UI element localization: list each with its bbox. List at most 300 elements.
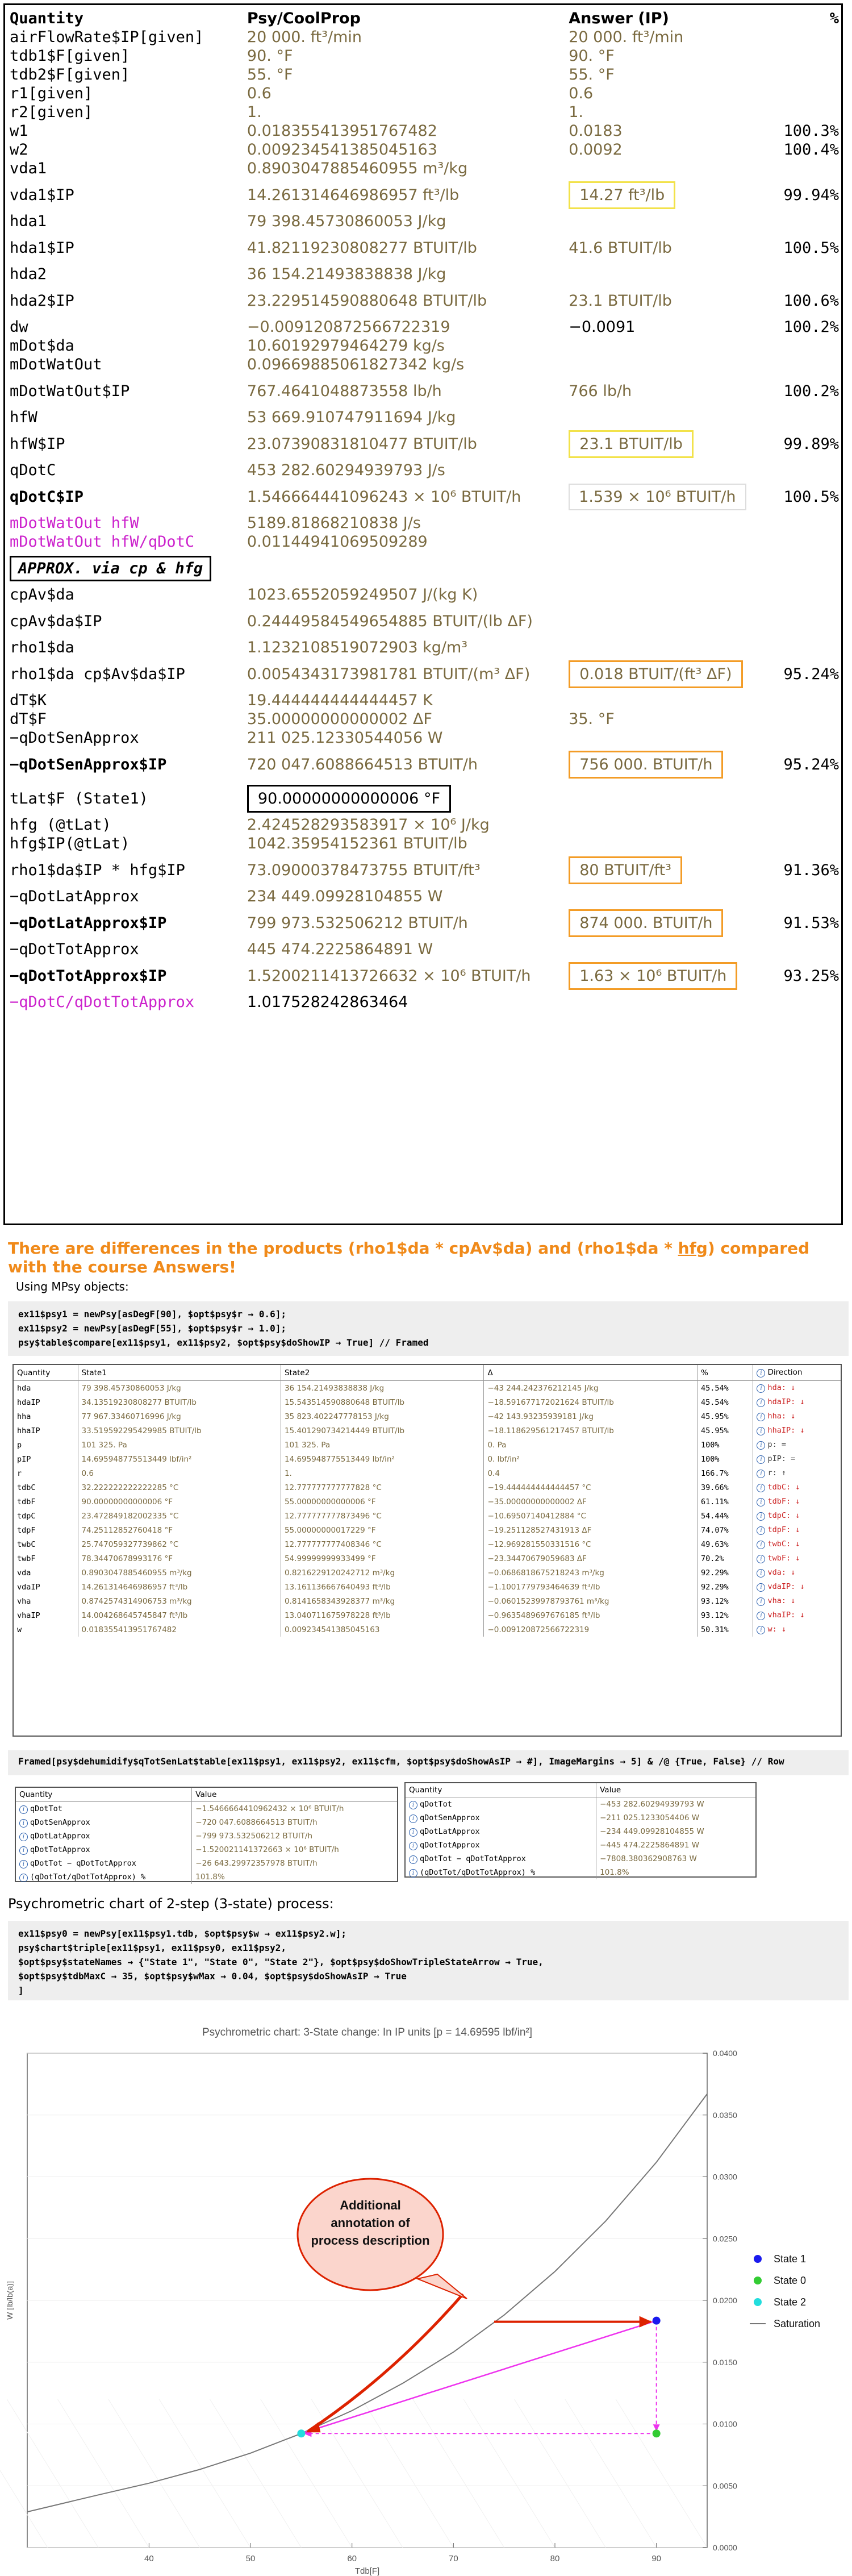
compare-value: w (17, 1625, 22, 1634)
compare-value: 166.7% (700, 1468, 729, 1478)
compare-value: 33.519592295429985 BTUIT/lb (81, 1426, 202, 1435)
quantity-cell: −qDotSenApprox (10, 729, 139, 747)
results-row (10, 781, 839, 815)
state-point-state-0 (653, 2429, 661, 2437)
small-header-row (16, 1788, 397, 1802)
saturation-curve (27, 2094, 707, 2512)
compare-cell (14, 1566, 78, 1580)
info-icon[interactable]: i (19, 1819, 28, 1828)
compare-value: −0.06015239978793761 m³/kg (487, 1596, 609, 1606)
compare-value: −10.69507140412884 °C (487, 1511, 586, 1521)
info-icon[interactable]: i (409, 1855, 417, 1864)
compare-row (14, 1466, 841, 1480)
psy-value-cell (247, 480, 569, 514)
compare-cell (78, 1566, 281, 1580)
answer-cell (569, 959, 783, 993)
percent-cell (783, 940, 839, 959)
compare-value: −19.251128527431913 ΔF (487, 1525, 592, 1535)
psy-value-cell (247, 691, 569, 710)
code-cell-chart[interactable] (8, 1921, 849, 2000)
psy-value: 2.424528293583917 × 10⁶ J/kg (247, 816, 490, 834)
code-line: psy$chart$triple[ex11$psy1, ex11$psy0, ex11$psy2, (18, 1942, 287, 1953)
answer-cell (569, 747, 783, 781)
percent-cell (783, 887, 839, 906)
compare-row (14, 1409, 841, 1424)
psy-value: 0.01144941069509289 (247, 533, 428, 551)
results-row (10, 514, 839, 532)
results-row (10, 585, 839, 604)
info-icon[interactable]: i (757, 1583, 765, 1592)
direction-value: twbC: ↓ (767, 1539, 800, 1549)
compare-value: p (17, 1440, 22, 1450)
quantity-cell: cpAv$da$IP (10, 612, 102, 630)
code-cell-compare[interactable] (8, 1301, 849, 1356)
quantity-cell: hfW (10, 409, 37, 426)
quantity-cell: rho1$da$IP * hfg$IP (10, 861, 185, 879)
psy-value: 1.546664441096243 × 10⁶ BTUIT/h (247, 488, 521, 506)
compare-header-label: Quantity (17, 1368, 51, 1378)
psy-value: 0.09669885061827342 kg/s (247, 356, 465, 373)
answer-cell (569, 853, 783, 887)
quantity-cell: hfg (@tLat) (10, 816, 111, 834)
compare-value: hha (17, 1412, 31, 1421)
compare-value: 45.54% (700, 1383, 729, 1393)
psy-value-cell (247, 336, 569, 355)
compare-row (14, 1424, 841, 1438)
compare-cell (281, 1608, 483, 1622)
small-row (16, 1802, 397, 1816)
compare-cell (697, 1594, 753, 1608)
info-icon[interactable]: i (757, 1470, 765, 1478)
info-icon[interactable]: i (19, 1846, 28, 1855)
quantity-cell: hda2$IP (10, 292, 74, 310)
info-icon[interactable]: i (757, 1455, 765, 1464)
answer-value: 874 000. BTUIT/h (569, 909, 723, 937)
psy-value-cell (247, 959, 569, 993)
compare-value: −35.00000000000002 ΔF (487, 1497, 587, 1507)
small-value: 101.8% (192, 1870, 397, 1884)
answer-cell (569, 47, 783, 65)
info-icon[interactable]: i (757, 1512, 765, 1521)
answer-value: 0.018 BTUIT/(ft³ ΔF) (569, 660, 742, 688)
answer-value: 20 000. ft³/min (569, 28, 684, 46)
psy-value-cell (247, 374, 569, 408)
compare-cell (281, 1495, 483, 1509)
psy-value: 0.0054343173981781 BTUIT/(m³ ΔF) (247, 665, 531, 683)
answer-cell (569, 355, 783, 374)
quantity-cell: −qDotSenApprox$IP (10, 755, 167, 773)
info-icon[interactable]: i (757, 1484, 765, 1492)
direction-value: w: ↓ (767, 1625, 786, 1634)
compare-value: 100% (700, 1454, 720, 1464)
small-quantity-cell (406, 1797, 596, 1812)
enthalpy-line (413, 2399, 504, 2548)
compare-cell (484, 1566, 698, 1580)
compare-cell (281, 1566, 483, 1580)
compare-header-cell (753, 1365, 841, 1381)
results-row (10, 408, 839, 427)
answer-cell (569, 427, 783, 461)
info-icon[interactable]: i (409, 1801, 417, 1809)
small-header-cell: Quantity (406, 1783, 596, 1797)
compare-value: 93.12% (700, 1610, 729, 1620)
compare-cell (484, 1409, 698, 1424)
small-header-cell: Value (596, 1783, 755, 1797)
quantity-cell: r2[given] (10, 103, 93, 121)
direction-value: vdaIP: ↓ (767, 1582, 805, 1591)
info-icon[interactable]: i (409, 1842, 417, 1850)
small-row (16, 1829, 397, 1843)
compare-value: vda (17, 1568, 31, 1578)
answer-cell (569, 103, 783, 122)
legend-label: State 2 (774, 2296, 807, 2308)
compare-cell (484, 1622, 698, 1637)
results-row (10, 729, 839, 747)
info-icon[interactable]: i (19, 1805, 28, 1814)
small-value: −211 025.1233054406 W (596, 1811, 755, 1825)
results-row (10, 940, 839, 959)
psy-value: 1.1232108519072903 kg/m³ (247, 639, 468, 656)
answer-value: 55. °F (569, 66, 615, 84)
quantity-cell: qDotC (10, 461, 56, 479)
results-row (10, 284, 839, 318)
compare-cell (697, 1381, 753, 1396)
enthalpy-line (311, 2399, 403, 2548)
compare-cell (78, 1594, 281, 1608)
psy-value-cell (247, 940, 569, 959)
psy-value: 453 282.60294939793 J/s (247, 461, 445, 479)
info-icon[interactable]: i (19, 1833, 28, 1841)
y-tick-label: 0.0150 (713, 2357, 737, 2367)
small-row (16, 1870, 397, 1884)
answer-value: 1. (569, 103, 583, 121)
compare-cell (753, 1452, 841, 1466)
results-row (10, 178, 839, 212)
psy-value-cell (247, 710, 569, 729)
compare-value: 39.66% (700, 1483, 729, 1492)
info-icon[interactable]: i (757, 1413, 765, 1421)
info-icon[interactable]: i (757, 1541, 765, 1549)
compare-cell (753, 1594, 841, 1608)
direction-value: vha: ↓ (767, 1596, 796, 1605)
compare-cell (281, 1622, 483, 1637)
psy-value-cell (247, 84, 569, 103)
compare-cell (14, 1523, 78, 1537)
compare-value: 14.261314646986957 ft³/lb (81, 1582, 188, 1592)
answer-value: 1.539 × 10⁶ BTUIT/h (569, 484, 746, 510)
compare-cell (484, 1551, 698, 1566)
direction-value: p: = (767, 1440, 786, 1449)
compare-value: 55.00000000017229 °F (284, 1525, 376, 1535)
compare-cell (14, 1551, 78, 1566)
info-icon[interactable]: i (409, 1815, 417, 1823)
compare-table (14, 1365, 841, 1637)
percent-cell (783, 729, 839, 747)
small-quantity-cell (406, 1811, 596, 1825)
info-icon[interactable]: i (757, 1441, 765, 1450)
percent-cell (783, 638, 839, 657)
results-row (10, 212, 839, 231)
compare-value: tdpC (17, 1511, 36, 1521)
compare-cell (753, 1438, 841, 1452)
small-quantity: qDotTotApprox (420, 1840, 480, 1850)
results-row (10, 815, 839, 834)
compare-value: 79 398.45730860053 J/kg (81, 1383, 181, 1393)
remark-hfg-link[interactable]: hfg (678, 1239, 708, 1258)
approx-section-cell (10, 551, 839, 585)
quantity-cell: dT$F (10, 710, 47, 728)
compare-cell (14, 1622, 78, 1637)
results-row (10, 834, 839, 853)
results-row (10, 906, 839, 940)
compare-cell (753, 1495, 841, 1509)
compare-value: −42 143.93235939181 J/kg (487, 1412, 594, 1421)
percent-cell: 95.24% (783, 665, 839, 683)
compare-cell (78, 1495, 281, 1509)
legend-swatch (754, 2277, 762, 2284)
compare-value: hhaIP (17, 1426, 40, 1435)
compare-value: −43 244.242376212145 J/kg (487, 1383, 599, 1393)
answer-value: 0.0092 (569, 141, 623, 159)
results-row (10, 47, 839, 65)
compare-cell (484, 1381, 698, 1396)
psy-value: 53 669.910747911694 J/kg (247, 409, 456, 426)
psy-value-cell (247, 514, 569, 532)
answer-cell (569, 122, 783, 140)
info-icon[interactable]: i (409, 1869, 417, 1878)
answer-cell (569, 604, 783, 638)
compare-value: 23.472849182002335 °C (81, 1511, 179, 1521)
small-quantity: qDotLatApprox (420, 1826, 480, 1836)
compare-header-label: State1 (81, 1368, 107, 1378)
y-tick-label: 0.0400 (713, 2049, 737, 2058)
direction-value: tdbF: ↓ (767, 1497, 800, 1506)
small-quantity: qDotTot − qDotTotApprox (30, 1858, 136, 1868)
psy-value: 35.00000000000002 ΔF (247, 710, 432, 728)
info-icon[interactable]: i (757, 1626, 765, 1634)
compare-cell (78, 1409, 281, 1424)
results-row (10, 65, 839, 84)
percent-cell (783, 710, 839, 729)
compare-value: −0.0686818675218243 m³/kg (487, 1568, 604, 1578)
answer-value: 41.6 BTUIT/lb (569, 239, 672, 257)
compare-cell (484, 1452, 698, 1466)
enthalpy-line (159, 2399, 250, 2548)
compare-header-cell (14, 1365, 78, 1381)
percent-cell (783, 993, 839, 1012)
answer-cell (569, 657, 783, 691)
compare-value: vhaIP (17, 1610, 40, 1620)
compare-value: 1. (284, 1468, 292, 1478)
info-icon[interactable]: i (757, 1569, 765, 1578)
psy-value: 211 025.12330544056 W (247, 729, 443, 747)
compare-row (14, 1523, 841, 1537)
psy-value-cell (247, 993, 569, 1012)
compare-value: 101 325. Pa (284, 1440, 331, 1450)
compare-value: 32.222222222222285 °C (81, 1483, 179, 1492)
compare-value: −12.969281550331516 °C (487, 1539, 591, 1549)
psy-value: 1.5200211413726632 × 10⁶ BTUIT/h (247, 967, 531, 985)
info-icon[interactable]: i (19, 1874, 28, 1882)
answer-cell (569, 940, 783, 959)
compare-value: 100% (700, 1440, 720, 1450)
compare-cell (281, 1381, 483, 1396)
info-icon[interactable]: i (757, 1384, 765, 1393)
chart-title: Psychrometric chart: 3-State change: In IP units [p = 14.69595 lbf/in²] (202, 2026, 533, 2038)
info-icon[interactable]: i (757, 1399, 765, 1407)
compare-value: 54.44% (700, 1511, 729, 1521)
quantity-cell: vda1$IP (10, 186, 74, 204)
answer-cell (569, 159, 783, 178)
compare-header-label: Δ (487, 1368, 493, 1378)
psy-value-cell (247, 122, 569, 140)
code-line: ] (18, 1985, 24, 1996)
small-quantity: qDotSenApprox (420, 1813, 480, 1822)
compare-value: −23.34470679059683 ΔF (487, 1554, 587, 1563)
quantity-cell: tdb2$F[given] (10, 66, 130, 84)
compare-row (14, 1381, 841, 1396)
enthalpy-line (515, 2399, 606, 2548)
compare-cell (697, 1409, 753, 1424)
compare-cell (78, 1537, 281, 1551)
info-icon[interactable]: i (757, 1597, 765, 1606)
small-row (16, 1816, 397, 1829)
direction-value: tdpC: ↓ (767, 1511, 800, 1520)
compare-cell (281, 1580, 483, 1594)
code-cell-dehumidify[interactable]: Framed[psy$dehumidify$qTotSenLat$table[ex11$psy1, ex11$psy2, ex11$cfm, $opt$psy$doShowAsIP → #], ImageMargins → 5] & /@ {True, False} // Row (8, 1750, 849, 1775)
compare-header-label: Direction (767, 1368, 803, 1377)
compare-row (14, 1608, 841, 1622)
answer-value: −0.0091 (569, 318, 636, 336)
compare-cell (484, 1594, 698, 1608)
enthalpy-line (210, 2399, 302, 2548)
answer-cell (569, 993, 783, 1012)
info-icon[interactable]: i (757, 1526, 765, 1535)
compare-value: 0.8903047885460955 m³/kg (81, 1568, 192, 1578)
psy-value-cell (247, 212, 569, 231)
answer-cell (569, 265, 783, 284)
compare-value: 0.6 (81, 1468, 94, 1478)
results-row (10, 604, 839, 638)
compare-cell (753, 1523, 841, 1537)
info-icon[interactable]: i (757, 1555, 765, 1563)
compare-cell (484, 1424, 698, 1438)
psy-value-cell (247, 461, 569, 480)
info-icon[interactable]: i (757, 1612, 765, 1620)
compare-cell (14, 1381, 78, 1396)
results-header-row (10, 9, 839, 28)
psy-value-cell (247, 604, 569, 638)
results-row (10, 355, 839, 374)
small-value: −1.5466664410962432 × 10⁶ BTUIT/h (192, 1802, 397, 1816)
percent-cell (783, 355, 839, 374)
small-row (16, 1857, 397, 1870)
psy-value: 5189.81868210838 J/s (247, 514, 421, 532)
compare-value: r (17, 1468, 22, 1478)
code-line: ex11$psy0 = newPsy[ex11$psy1.tdb, $opt$psy$w → ex11$psy2.w]; (18, 1928, 346, 1939)
compare-cell (484, 1509, 698, 1523)
compare-cell (14, 1480, 78, 1495)
psy-value: 0.8903047885460955 m³/kg (247, 160, 468, 177)
compare-cell (697, 1608, 753, 1622)
y-tick-label: 0.0200 (713, 2296, 737, 2305)
compare-value: 74.25112852760418 °F (81, 1525, 173, 1535)
compare-value: 90.00000000000006 °F (81, 1497, 173, 1507)
compare-cell (281, 1594, 483, 1608)
compare-value: 14.695948775513449 lbf/in² (81, 1454, 192, 1464)
quantity-cell: rho1$da (10, 639, 74, 656)
percent-cell (783, 265, 839, 284)
compare-value: pIP (17, 1454, 31, 1464)
compare-value: tdpF (17, 1525, 36, 1535)
x-tick-label: 40 (144, 2554, 154, 2563)
results-row (10, 710, 839, 729)
answer-cell (569, 84, 783, 103)
quantity-cell: hda1$IP (10, 239, 74, 257)
answer-value: 23.1 BTUIT/lb (569, 430, 694, 458)
results-row (10, 887, 839, 906)
answer-value: 90. °F (569, 47, 615, 65)
psy-value: 23.229514590880648 BTUIT/lb (247, 292, 487, 310)
compare-header-cell (697, 1365, 753, 1381)
info-icon[interactable]: i (757, 1498, 765, 1507)
compare-value: 0.8216229120242712 m³/kg (284, 1568, 395, 1578)
quantity-cell: −qDotTotApprox (10, 940, 139, 958)
small-header-row (406, 1783, 755, 1797)
percent-cell (783, 815, 839, 834)
results-row (10, 265, 839, 284)
compare-cell (753, 1566, 841, 1580)
info-icon[interactable]: i (19, 1860, 28, 1868)
compare-cell (753, 1466, 841, 1480)
percent-cell: 100.6% (783, 292, 839, 310)
direction-value: hdaIP: ↓ (767, 1397, 805, 1406)
compare-cell (753, 1622, 841, 1637)
quantity-cell: hfW$IP (10, 435, 65, 453)
compare-value: 0.8742574314906753 m³/kg (81, 1596, 192, 1606)
percent-cell: 99.89% (783, 435, 839, 453)
si-results-table (404, 1782, 757, 1878)
compare-cell (281, 1480, 483, 1495)
info-icon[interactable]: i (757, 1369, 765, 1378)
psy-value: 0.009234541385045163 (247, 141, 437, 159)
small-row (406, 1811, 755, 1825)
compare-cell (14, 1452, 78, 1466)
psy-value-cell (247, 318, 569, 336)
info-icon[interactable]: i (757, 1427, 765, 1435)
psy-value: 14.261314646986957 ft³/lb (247, 186, 460, 204)
compare-cell (14, 1580, 78, 1594)
answer-cell (569, 834, 783, 853)
percent-cell: 95.24% (783, 755, 839, 773)
info-icon[interactable]: i (409, 1828, 417, 1837)
psy-value-cell (247, 532, 569, 551)
small-value: −445 474.2225864891 W (596, 1838, 755, 1852)
compare-value: 61.11% (700, 1497, 729, 1507)
compare-value: 0.4 (487, 1468, 500, 1478)
compare-value: 93.12% (700, 1596, 729, 1606)
legend-swatch (754, 2255, 762, 2263)
difference-remark (8, 1239, 849, 1276)
compare-value: −19.444444444444457 °C (487, 1483, 591, 1492)
psy-value: 10.60192979464279 kg/s (247, 337, 445, 355)
compare-cell (281, 1537, 483, 1551)
compare-row (14, 1395, 841, 1409)
psy-value: 0.24449584549654885 BTUIT/(lb ΔF) (247, 612, 533, 630)
direction-value: vda: ↓ (767, 1568, 796, 1577)
answer-value: 14.27 ft³/lb (569, 181, 675, 209)
percent-cell (783, 159, 839, 178)
